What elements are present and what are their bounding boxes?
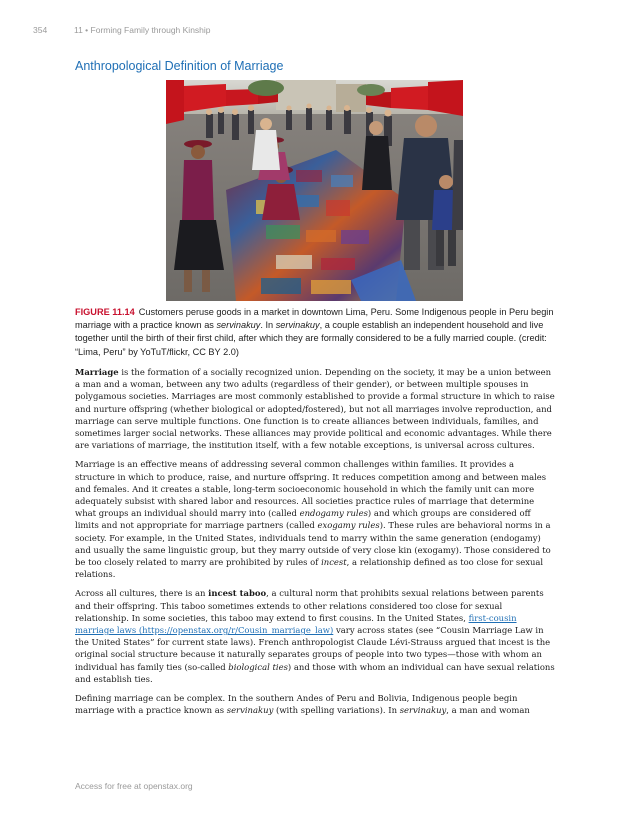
paragraph-text: ) and those with whom an individual can have sexual relations and establish ties. <box>75 661 555 684</box>
paragraph-text: (with spelling variations). In <box>273 705 400 716</box>
page-footer: Access for free at openstax.org <box>75 781 193 791</box>
paragraph-defining-marriage <box>75 692 556 716</box>
caption-text: , a couple establish an independent household and live together until the birth of their first child, after which they are formally considered to be a fully married couple. (credit: “Lima, Peru” by YoTuT/flickr, CC BY 2.0) <box>75 320 547 357</box>
paragraph-text: Defining marriage can be complex. In the southern Andes of Peru and Bolivia, Indigenous people begin marriage with a practice known as <box>75 693 518 716</box>
paragraph-text: Marriage is an effective means of addressing several common challenges within families. It provides a structure in which to produce, raise, and nurture offspring. It reduces competition among and between males and females. And it creates a stable, long-term socioeconomic household in which the family unit can more adequately subsist with shared labor and resources. All societies practice rules of marriage that determine what groups an individual should marry into (called <box>75 459 547 519</box>
paragraph-text: , a cultural norm that prohibits sexual relations between parents and their offspring. This taboo sometimes extends to other relations considered too close for sexual relationship. In some societies, this taboo may extend to first cousins. In the United States, <box>75 588 544 623</box>
running-header <box>33 25 211 35</box>
caption-term: servinakuy <box>275 320 320 331</box>
italic-term: biological ties <box>228 661 288 672</box>
italic-term: endogamy rules <box>299 508 368 519</box>
paragraph-marriage-definition <box>75 366 556 451</box>
chapter-title: 11 • Forming Family through Kinship <box>74 25 211 35</box>
key-term: Marriage <box>75 367 119 377</box>
italic-term: servinakuy <box>399 705 447 716</box>
italic-term: incest <box>321 557 347 568</box>
paragraph-marriage-function <box>75 458 556 580</box>
paragraph-text: vary across states (see “Cousin Marriage Law in the United States” for current state laws). French anthropologist Claude Lévi-Strauss argued that incest is the original social structure because it naturally separates groups of people into two types—those with whom an individual has family ties (so-called <box>75 625 551 672</box>
paragraph-text: is the formation of a socially recognized union. Depending on the society, it may be a union between a man and a woman, between any two adults (regardless of their gender), or between multiple spouses in polygamous societies. Marriages are most commonly established to provide a formal structure in which to raise and nurture offspring (whether biological or adopted/fostered), but not all marriages involve reproduction, and marriage can serve multiple functions. One function is to create alliances between individuals, families, and sometimes larger social networks. These alliances may provide political and economic advantages. While there are variations of marriage, the institution itself, with a few notable exceptions, is universal across cultures. <box>75 367 555 451</box>
section-title: Anthropological Definition of Marriage <box>75 59 284 73</box>
paragraph-text: Across all cultures, there is an <box>75 588 209 599</box>
figure-caption <box>75 306 555 359</box>
caption-text: Customers peruse goods in a market in downtown Lima, Peru. Some Indigenous people in Peru begin marriage with a practice known as <box>75 307 554 331</box>
page-number: 354 <box>33 25 48 35</box>
paragraph-incest-taboo <box>75 587 556 685</box>
figure-label: FIGURE 11.14 <box>75 307 135 317</box>
paragraph-text: ). These rules are behavioral norms in a society. For example, in the United States, individuals tend to marry within the same generation (endogamy) and usually the same linguistic group, but they marry outside of very close kin (exogamy). Those considered to be too closely related to marry are prohibited by rules of <box>75 520 551 568</box>
body-text <box>75 366 556 723</box>
paragraph-text: , a man and woman <box>446 705 530 716</box>
cousin-marriage-laws-link[interactable]: first-cousin marriage laws (https://openstax.org/r/Cousin_marriage_law) <box>75 612 517 636</box>
italic-term: servinakuy <box>226 705 274 716</box>
market-photo <box>166 80 463 301</box>
caption-term: servinakuy <box>216 320 261 331</box>
caption-text: . In <box>260 320 276 331</box>
paragraph-text: ) and which groups are considered off limits and not appropriate for marriage partners (called <box>75 508 531 531</box>
key-term: incest taboo <box>208 588 267 599</box>
italic-term: exogamy rules <box>317 520 380 531</box>
paragraph-text: , a relationship defined as too close for sexual relations. <box>75 557 544 580</box>
